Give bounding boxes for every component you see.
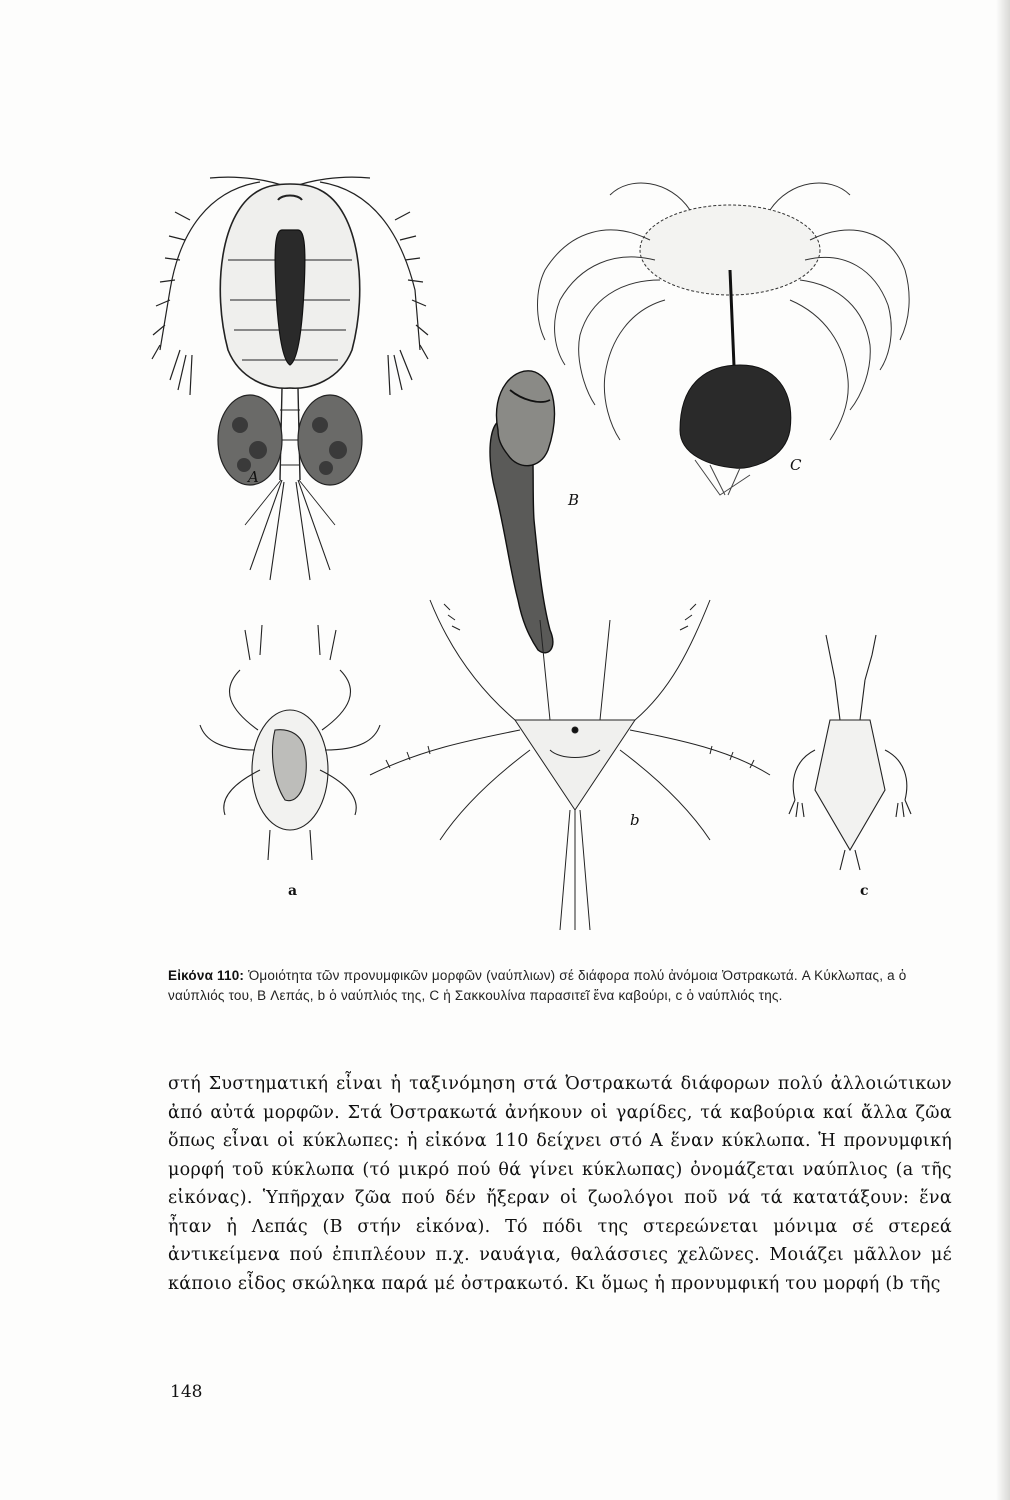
page-edge-shadow	[996, 0, 1010, 1500]
sacculina-nauplius-drawing	[789, 635, 911, 870]
label-B: B	[568, 491, 580, 509]
label-A: A	[248, 468, 259, 486]
caption-text: Ὁμοιότητα τῶν προνυμφικῶν μορφῶν (ναύπλιων) σέ διάφορα πολύ ἀνόμοια Ὀστρακωτά. A Κύκλωπας, a ὁ ναύπλιός του, B Λεπάς, b ὁ ναύπλιός της, C ἡ Σακκουλίνα παρασιτεῖ ἕνα καβούρι, c ὁ ναύπλιός της.	[168, 968, 907, 1003]
sacculina-crab-drawing	[538, 183, 910, 495]
lepas-nauplius-drawing	[370, 600, 770, 930]
page-number: 148	[170, 1382, 203, 1402]
figure-caption	[168, 966, 948, 1006]
label-b: b	[630, 811, 640, 829]
caption-heading: Εἰκόνα 110:	[168, 968, 245, 983]
figure-110-illustration	[150, 150, 920, 960]
lepas-drawing	[490, 371, 554, 653]
label-c: c	[860, 883, 869, 899]
body-text	[168, 1070, 952, 1298]
body-paragraph: στή Συστηματική εἶναι ἡ ταξινόμηση στά Ὀστρακωτά διάφορων πολύ ἀλλοιώτικων ἀπό αὐτά μορφῶν. Στά Ὀστρακωτά ἀνήκουν οἱ γαρίδες, τά καβούρια καί ἄλλα ζῶα ὅπως εἶναι οἱ κύκλωπες: ἡ εἰκόνα 110 δείχνει στό A ἕναν κύκλωπα. Ἡ προνυμφική μορφή τοῦ κύκλωπα (τό μικρό πού θά γίνει κύκλωπας) ὀνομάζεται ναύπλιος (a τῆς εἰκόνας). Ὑπῆρχαν ζῶα πού δέν ἤξεραν οἱ ζωολόγοι ποῦ νά τά κατατάξουν: ἕνα ἦταν ἡ Λεπάς (B στήν εἰκόνα). Τό πόδι της στερεώνεται μόνιμα σέ στερεά ἀντικείμενα πού ἐπιπλέουν π.χ. ναυάγια, θαλάσσιες χελῶνες. Μοιάζει μᾶλλον μέ κάποιο εἶδος σκώληκα παρά μέ ὀστρακωτό. Κι ὅμως ἡ προνυμφική του μορφή (b τῆς	[168, 1074, 952, 1294]
cyclops-drawing	[152, 177, 428, 580]
label-C: C	[790, 456, 802, 474]
cyclops-nauplius-drawing	[200, 625, 380, 860]
label-a: a	[288, 883, 298, 899]
figure-110	[150, 150, 920, 960]
